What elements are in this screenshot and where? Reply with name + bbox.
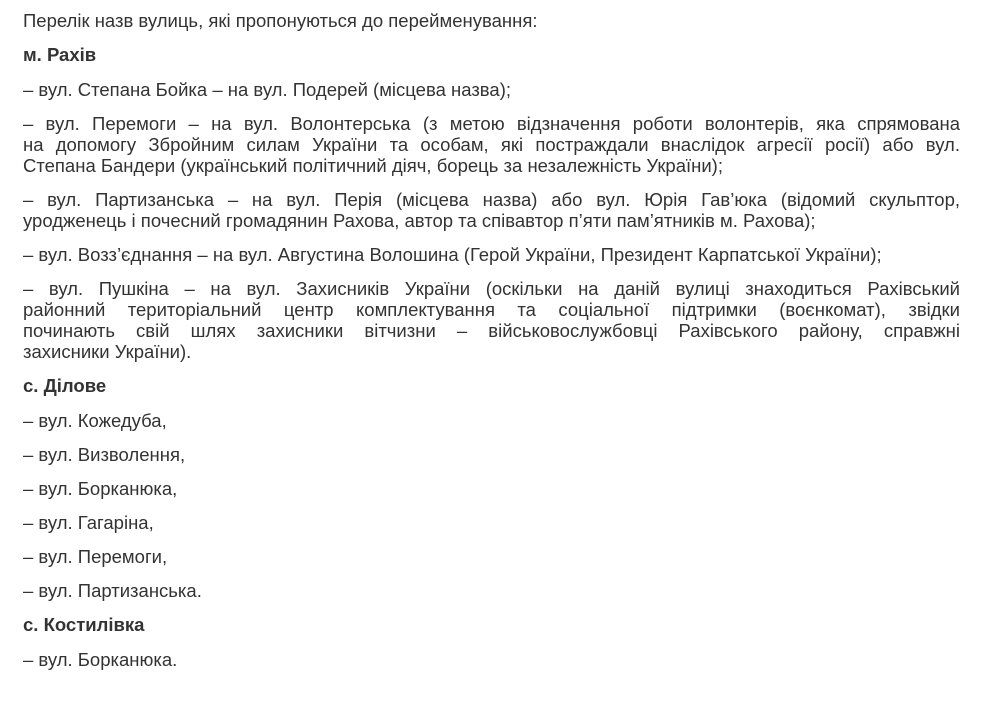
list-item: – вул. Визволення,: [23, 444, 186, 465]
list-item: – вул. Партизанська.: [23, 580, 202, 601]
list-item: – вул. Гагаріна,: [23, 512, 154, 533]
list-item: [23, 113, 960, 176]
list-item-line: – вул. Пушкіна – на вул. Захисників України (оскільки на даній вулиці знаходиться Рахівський: [23, 278, 960, 299]
article-body: [23, 10, 960, 683]
list-item-line: уродженець і почесний громадянин Рахова, автор та співавтор п’яти пам’ятників м. Рахова);: [23, 210, 816, 231]
list-item-line: починають свій шлях захисники вітчизни – військовослужбовці Рахівського району, справжні: [23, 320, 960, 341]
list-item-line: районний територіальний центр комплектування та соціальної підтримки (воєнкомат), звідки: [23, 299, 960, 320]
list-item: [23, 278, 960, 362]
list-item: – вул. Степана Бойка – на вул. Подерей (місцева назва);: [23, 79, 512, 100]
list-item: – вул. Кожедуба,: [23, 410, 167, 431]
section-heading-kostylivka: с. Костилівка: [23, 614, 145, 635]
list-item: – вул. Перемоги,: [23, 546, 168, 567]
list-item: – вул. Возз’єднання – на вул. Августина Волошина (Герой України, Президент Карпатської України);: [23, 244, 882, 265]
list-item: – вул. Борканюка,: [23, 478, 178, 499]
intro-text: Перелік назв вулиць, які пропонуються до перейменування:: [23, 10, 538, 31]
list-item-line: – вул. Перемоги – на вул. Волонтерська (з метою відзначення роботи волонтерів, яка спрямована: [23, 113, 960, 134]
list-item-line: захисники України).: [23, 341, 192, 362]
list-item-line: на допомогу Збройним силам України та особам, які постраждали внаслідок агресії росії) або вул.: [23, 134, 960, 155]
list-item-line: Степана Бандери (український політичний діяч, борець за незалежність України);: [23, 155, 723, 176]
list-item: [23, 189, 960, 231]
section-heading-dilove: с. Ділове: [23, 375, 107, 396]
list-item: – вул. Борканюка.: [23, 649, 178, 670]
section-heading-rakhiv: м. Рахів: [23, 44, 97, 65]
list-item-line: – вул. Партизанська – на вул. Перія (місцева назва) або вул. Юрія Гав’юка (відомий скульптор,: [23, 189, 960, 210]
